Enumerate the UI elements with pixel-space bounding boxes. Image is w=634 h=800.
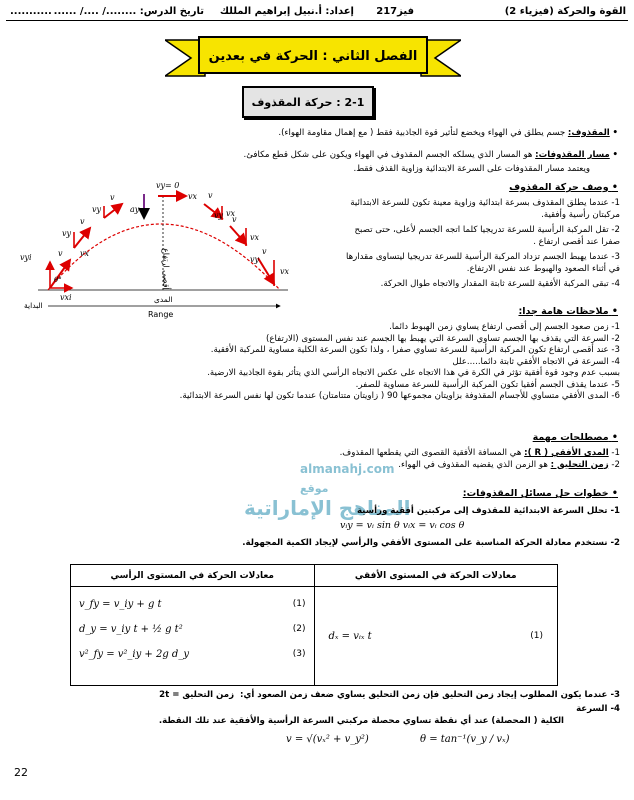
header-dots: ...........	[10, 6, 52, 17]
steps-title-text: خطوات حل مسائل المقذوفات:	[462, 488, 609, 499]
step-1: 1- تحلل السرعة الابتدائية للمقذوف إلى مركبتين أفقية ورأسية	[356, 506, 620, 516]
equations-table	[70, 564, 558, 686]
header-code: فيز217	[376, 6, 414, 17]
v-label-5: v	[232, 215, 237, 224]
v-label-4: v	[208, 191, 213, 200]
range-en-label: Range	[148, 310, 174, 319]
step-3: 3- عندما يكون المطلوب إيجاد زمن التحليق فإن زمن التحليق يساوي ضعف زمن الصعود أي: زمن التحليق = 2t	[159, 690, 620, 700]
note-item: 1- زمن صعود الجسم إلى أقصى ارتفاع يساوي زمن الهبوط دائما.	[389, 322, 620, 332]
v-label-2: v	[80, 217, 85, 226]
path-note: ويعتمد مسار المقذوفات على السرعة الابتدائية وزاوية القذف فقط.	[353, 164, 590, 174]
step-4-text: الكلية ( المحصلة) عند أي نقطة تساوي محصلة مركبتي السرعة الرأسية والأفقية عند تلك النقطة.	[158, 716, 564, 726]
projectile-term: المقذوف:	[567, 128, 610, 138]
horizontal-eq-row: dₓ = vᵢₓ t (1)	[328, 630, 543, 642]
component-equations: vᵢy = vᵢ sin θ vᵢx = vᵢ cos θ	[340, 520, 465, 531]
header-rule	[6, 20, 628, 21]
header-author: إعداد: أ.نبيل إبراهيم المللك	[219, 6, 354, 17]
chapter-title: الفصل الثاني : الحركة في بعدين	[208, 49, 418, 64]
step-4: 4- السرعة	[576, 704, 620, 714]
v-label-6: v	[262, 247, 267, 256]
note-item: 5- عندما يقذف الجسم أفقيا تكون المركبة الرأسية للسرعة مساوية للصفر.	[355, 379, 620, 390]
description-item: 2- تقل المركبة الرأسية للسرعة تدريجيا كلما اتجه الجسم لأعلى، حتى تصبح صفرا عند أقصى ارتفاع .	[354, 225, 620, 247]
resultant-velocity-eq: v = √(vₓ² + v_y²)	[286, 734, 369, 745]
v-label-1: v	[58, 249, 63, 258]
vx-label-1: vx	[80, 249, 90, 258]
section-title: 2-1 : حركة المقذوف	[242, 86, 374, 118]
v-label-3: v	[110, 193, 115, 202]
definition-path: • مسار المقذوفات: هو المسار الذي يسلكه الجسم المقذوف في الهواء ويكون على شكل قطع مكافئ.	[243, 150, 618, 160]
vx-label-3: vx	[250, 233, 260, 242]
horizontal-header: معادلات الحركة في المستوى الأفقي	[314, 565, 558, 587]
definition-projectile: • المقذوف: جسم يطلق في الهواء ويخضع لتأثير قوة الجاذبية فقط ( مع إهمال مقاومة الهواء).	[278, 128, 618, 138]
vy-label-4: vy	[250, 255, 260, 264]
vxi-label: vxi	[60, 293, 72, 302]
description-item: 3- عندما يهبط الجسم تزداد المركبة الرأسية للسرعة تدريجيا ليتساوى مقدارها في أثناء الصعود والهبوط عند نفس الارتفاع.	[345, 252, 620, 274]
watermark-ar2: المناهج الإماراتية	[244, 496, 411, 520]
vx-top-label: vx	[188, 192, 198, 201]
vertical-eq-row: v²_fy = v²_iy + 2g d_y (3)	[79, 649, 306, 660]
range-ar-label: المدى	[154, 295, 173, 304]
horizontal-equations	[314, 587, 558, 686]
note-item: 2- السرعة التي يقذف بها الجسم تساوي السرعة التي يهبط بها الجسم عند نفس المستوى (الارتفاع)	[266, 333, 620, 344]
vy-label-3: vy	[214, 211, 224, 220]
angle-eq: θ = tan⁻¹(v_y / vₓ)	[420, 734, 510, 745]
chapter-banner	[165, 36, 461, 80]
projectile-text: جسم يطلق في الهواء ويخضع لتأثير قوة الجاذبية فقط ( مع إهمال مقاومة الهواء).	[278, 128, 566, 138]
note-item: 4- السرعة في الاتجاه الأفقي ثابتة دائما.....علل	[452, 356, 620, 367]
max-height-label: أقصى ارتفاع	[161, 248, 171, 290]
vertical-eq-row: d_y = v_iy t + ½ g t² (2)	[79, 624, 306, 635]
vertical-eq-row: v_fy = v_iy + g t (1)	[79, 599, 306, 610]
description-item: 4- تبقى المركبة الأفقية للسرعة ثابتة المقدار والاتجاه طوال الحركة.	[380, 279, 620, 289]
vy-label-2: vy	[92, 205, 102, 214]
vertical-header: معادلات الحركة في المستوى الرأسي	[71, 565, 315, 587]
terms-title: • مصطلحات مهمة	[532, 432, 618, 443]
vy-label-1: vy	[62, 229, 72, 238]
term-item: 1- المدى الأفقي ( R ): هي المسافة الأفقية القصوى التي يقطعها المقذوف.	[339, 448, 620, 458]
steps-title: • خطوات حل مسائل المقذوفات:	[462, 488, 618, 499]
notes-title: • ملاحظات هامة جدا:	[518, 306, 618, 317]
terms-title-text: مصطلحات مهمة	[532, 432, 609, 443]
header-subject: القوة والحركة (فيزياء 2)	[504, 6, 626, 17]
notes-list	[20, 322, 620, 403]
note-item: 6- المدى الأفقي متساوي للأجسام المقذوفة بزاويتان مجموعها 90 ( زاويتان متتامتان) عندما تكون لها نفس السرعة الابتدائية.	[179, 391, 620, 401]
page-number: 22	[14, 766, 28, 779]
projectile-diagram	[18, 178, 302, 320]
step-2: 2- نستخدم معادلة الحركة المناسبة على المستوى الأفقي والرأسي لإيجاد الكمية المجهولة.	[242, 538, 620, 548]
term-item: 2- زمن التحليق : هو الزمن الذي يقضيه المقذوف في الهواء.	[398, 459, 620, 470]
watermark-ar1: موقع	[300, 482, 329, 495]
start-label: البداية	[24, 301, 43, 310]
vy0-label: vy= 0	[156, 181, 180, 190]
description-title: • وصف حركة المقذوف	[509, 182, 618, 193]
path-term: مسار المقذوفات:	[535, 150, 610, 160]
vertical-equations	[71, 587, 315, 686]
path-text: هو المسار الذي يسلكه الجسم المقذوف في الهواء ويكون على شكل قطع مكافئ.	[243, 150, 533, 160]
vx-label-4: vx	[280, 267, 290, 276]
header-date: تاريخ الدرس: ......../ ..../ ......	[53, 6, 204, 17]
theta-label: θ°	[54, 276, 62, 284]
vx-label-2: vx	[226, 209, 236, 218]
description-title-text: وصف حركة المقذوف	[509, 182, 609, 193]
note-item: 3- عند أقصى ارتفاع تكون المركبة الرأسية للسرعة تساوي صفرا ، ولذا تكون السرعة الكلية مساوية للمركبة الأفقية.	[210, 345, 620, 355]
watermark-site: almanahj.com	[300, 462, 395, 476]
note-item: بسبب عدم وجود قوة أفقية تؤثر في الكرة في هذا الاتجاه على عكس الاتجاه الرأسي الذي يتأثر بقوة الجاذبية الارضية.	[207, 368, 620, 378]
ay-label: ay	[130, 205, 140, 214]
vyi-label: vyi	[20, 253, 32, 262]
notes-title-text: ملاحظات هامة جدا:	[518, 306, 609, 317]
description-list	[334, 198, 620, 291]
description-item: 1- عندما يطلق المقذوف بسرعة ابتدائية وزاوية معينة تكون للسرعة الابتدائية مركبتان رأسية وأفقية.	[350, 198, 620, 220]
